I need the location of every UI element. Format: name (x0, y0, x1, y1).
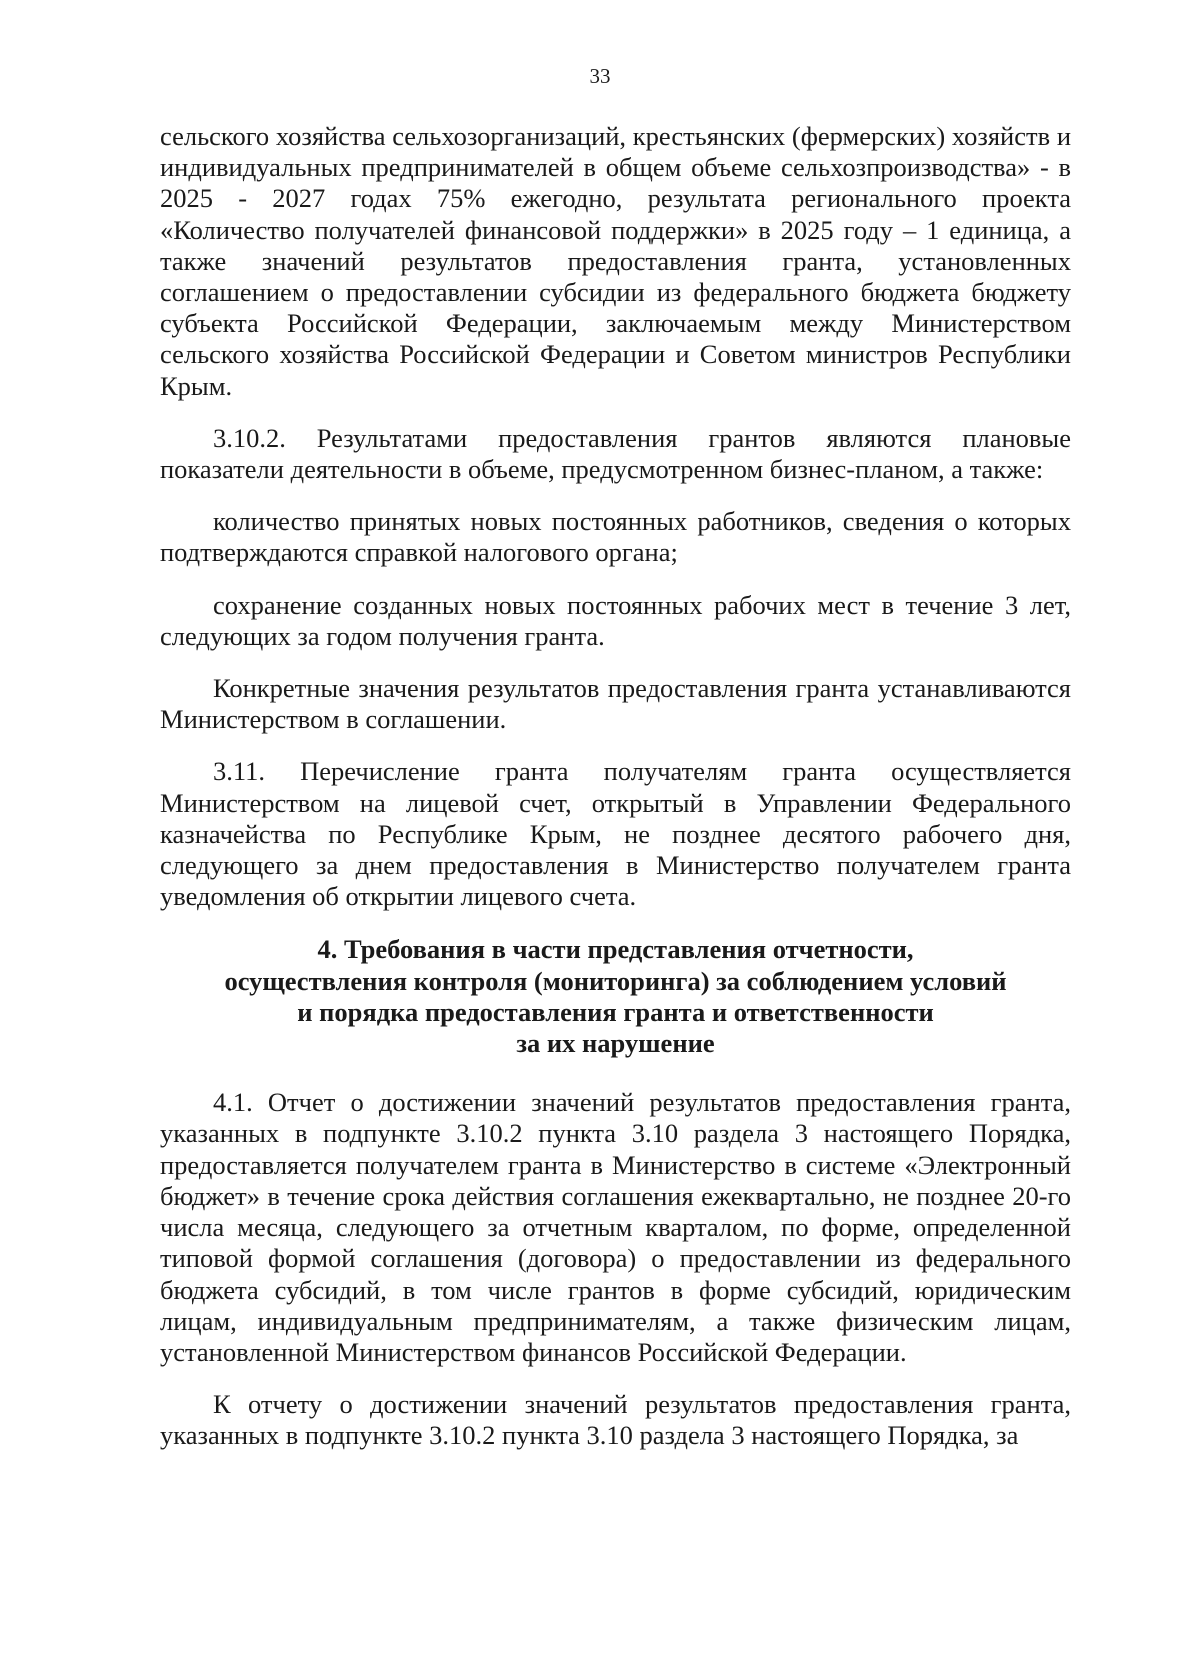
paragraph-job-retention: сохранение созданных новых постоянных рабочих мест в течение 3 лет, следующих за годом получения гранта. (160, 589, 1071, 651)
paragraph-report-attachment: К отчету о достижении значений результатов предоставления гранта, указанных в подпункте 3.10.2 пункта 3.10 раздела 3 настоящего Порядка, за (160, 1389, 1071, 1451)
document-body (160, 121, 1071, 1452)
section-4-heading-line: осуществления контроля (мониторинга) за соблюдением условий (224, 965, 1007, 996)
section-4-heading-line: за их нарушение (516, 1028, 715, 1059)
section-4-heading-line: 4. Требования в части представления отчетности, (317, 934, 914, 965)
page-number: 33 (589, 64, 611, 88)
paragraph-3-11: 3.11. Перечисление гранта получателям гранта осуществляется Министерством на лицевой счет, открытый в Управлении Федерального казначейства по Республике Крым, не позднее десятого рабочего дня, следующего за днем предоставления в Министерство получателем гранта уведомления об открытии лицевого счета. (160, 756, 1071, 912)
paragraph-new-employees: количество принятых новых постоянных работников, сведения о которых подтверждаются справкой налогового органа; (160, 506, 1071, 568)
section-4-heading (160, 934, 1071, 1059)
paragraph-4-1: 4.1. Отчет о достижении значений результатов предоставления гранта, указанных в подпункте 3.10.2 пункта 3.10 раздела 3 настоящего Порядка, предоставляется получателем гранта в Министерство в системе «Электронный бюджет» в течение срока действия соглашения ежеквартально, не позднее 20-го числа месяца, следующего за отчетным кварталом, по форме, определенной типовой формой соглашения (договора) о предоставлении из федерального бюджета субсидий, в том числе грантов в форме субсидий, юридическим лицам, индивидуальным предпринимателям, а также физическим лицам, установленной Министерством финансов Российской Федерации. (160, 1087, 1071, 1367)
paragraph-3-10-2: 3.10.2. Результатами предоставления грантов являются плановые показатели деятельности в объеме, предусмотренном бизнес-планом, а также: (160, 422, 1071, 485)
paragraph-continuation: сельского хозяйства сельхозорганизаций, крестьянских (фермерских) хозяйств и индивидуальных предпринимателей в общем объеме сельхозпроизводства» - в 2025 - 2027 годах 75% ежегодно, результата регионального проекта «Количество получателей финансовой поддержки» в 2025 году – 1 единица, а также значений результатов предоставления гранта, установленных соглашением о предоставлении субсидии из федерального бюджета бюджету субъекта Российской Федерации, заключаемым между Министерством сельского хозяйства Российской Федерации и Советом министров Республики Крым. (160, 121, 1071, 401)
section-4-heading-line: и порядка предоставления гранта и ответственности (297, 996, 934, 1027)
paragraph-specific-values: Конкретные значения результатов предоставления гранта устанавливаются Министерством в соглашении. (160, 673, 1071, 735)
